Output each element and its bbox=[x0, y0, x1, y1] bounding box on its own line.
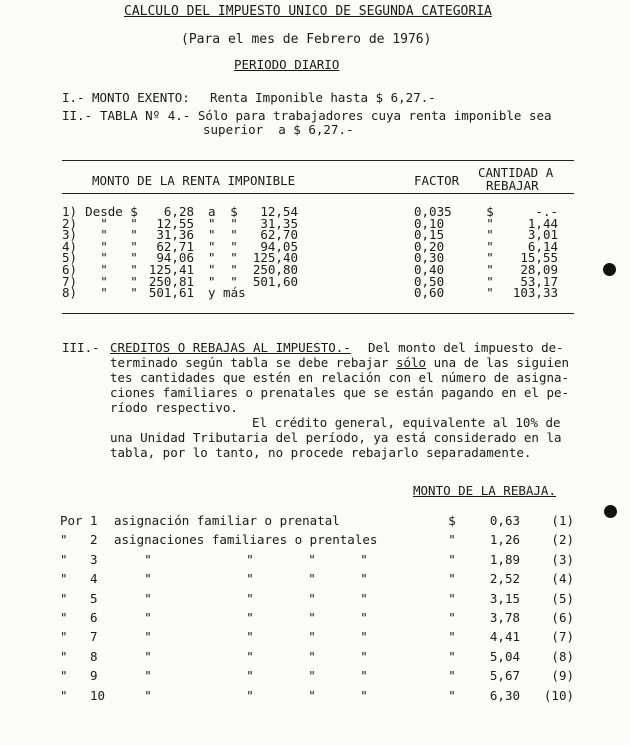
rebaja-row-ditto-2: " bbox=[246, 629, 254, 645]
tax-row-from: 125,41 bbox=[148, 262, 194, 277]
tax-row-desde: " bbox=[100, 215, 108, 231]
tax-row-rebajar: 103,33 bbox=[512, 285, 558, 301]
rebaja-row-count: 6 bbox=[90, 610, 98, 625]
section-3-heading: CREDITOS O REBAJAS AL IMPUESTO.- bbox=[110, 340, 351, 355]
tax-row-currency-from: " bbox=[130, 227, 138, 243]
table-header-cantidad-1: CANTIDAD A bbox=[478, 165, 554, 180]
rebaja-row-ditto-2: " bbox=[246, 551, 254, 567]
section-1-text: Renta Imponible hasta $ 6,27.- bbox=[210, 90, 436, 105]
rebaja-row-por: " bbox=[60, 687, 68, 703]
tax-row-number: 5) bbox=[62, 250, 78, 266]
rebaja-row-ditto-4: " bbox=[360, 551, 368, 567]
table-header-rule bbox=[62, 193, 574, 194]
tax-row-currency-rebajar: " bbox=[486, 227, 494, 243]
rebaja-row-currency: " bbox=[448, 629, 456, 645]
rebaja-row-amount: 4,41 bbox=[489, 629, 520, 645]
rebaja-row-count: 1 bbox=[90, 513, 98, 528]
tax-row-rebajar: 6,14 bbox=[527, 238, 558, 254]
tax-row-desde: " bbox=[100, 238, 108, 254]
rebaja-row-amount: 1,26 bbox=[489, 532, 520, 548]
rebaja-row-ditto-1: " bbox=[144, 610, 152, 625]
section-3-line-2 bbox=[110, 356, 569, 370]
table-header-monto: MONTO DE LA RENTA IMPONIBLE bbox=[92, 173, 296, 188]
section-2-number: II.- bbox=[62, 108, 93, 123]
rebaja-row-amount: 2,52 bbox=[489, 571, 520, 587]
tax-row-factor: 0,50 bbox=[414, 273, 445, 289]
tax-row-from: 31,36 bbox=[156, 227, 194, 243]
tax-row-rebajar: 3,01 bbox=[527, 227, 558, 243]
tax-row-currency-rebajar: " bbox=[486, 262, 494, 277]
tax-row-connector: " bbox=[208, 227, 216, 243]
tax-row-connector: " bbox=[208, 262, 216, 277]
rebaja-row-ditto-4: " bbox=[360, 648, 368, 664]
tax-row-currency-rebajar: " bbox=[486, 238, 494, 254]
tax-row-connector: " bbox=[208, 238, 216, 254]
rebaja-row-count: 7 bbox=[90, 629, 98, 645]
rebaja-row-count: 5 bbox=[90, 590, 98, 606]
rebaja-row-count: 10 bbox=[90, 687, 106, 703]
tax-row-to: 125,40 bbox=[252, 250, 298, 266]
tax-row-from: 6,28 bbox=[163, 204, 194, 219]
section-3-emphasis: sólo bbox=[395, 355, 427, 370]
rebaja-row-ditto-2: " bbox=[246, 668, 254, 684]
tax-row-currency-from: " bbox=[130, 273, 138, 289]
rebaja-row-amount: 5,67 bbox=[489, 668, 520, 684]
rebaja-row-ditto-1: " bbox=[144, 571, 152, 587]
subtitle: (Para el mes de Febrero de 1976) bbox=[181, 32, 432, 47]
tax-row-connector: " bbox=[208, 250, 216, 266]
section-3-para-2-line-3: tabla, por lo tanto, no procede rebajarlo separadamente. bbox=[110, 445, 532, 460]
tax-row-factor: 0,20 bbox=[414, 238, 445, 254]
tax-row-currency-from: " bbox=[130, 262, 138, 277]
tax-row-desde: " bbox=[100, 273, 108, 289]
tax-row-to: 94,05 bbox=[260, 238, 298, 254]
rebaja-row-ditto-3: " bbox=[308, 590, 316, 606]
tax-row-currency-to: " bbox=[230, 238, 238, 254]
section-3-para-2-line-1: El crédito general, equivalente al 10% de bbox=[252, 415, 561, 430]
tax-row-to: 250,80 bbox=[252, 262, 298, 277]
rebaja-row-reference: (10) bbox=[543, 687, 574, 703]
rebaja-row-currency: " bbox=[448, 668, 456, 684]
tax-row-to: 31,35 bbox=[260, 215, 298, 231]
section-3-line-3: tes cantidades que estén en relación con el número de asigna- bbox=[110, 370, 570, 385]
tax-row-desde: " bbox=[100, 250, 108, 266]
rebaja-row-por: " bbox=[60, 532, 68, 548]
tax-row-number: 8) bbox=[62, 285, 78, 301]
tax-row-currency-from: $ bbox=[130, 204, 138, 219]
rebaja-row-currency: " bbox=[448, 551, 456, 567]
rebaja-row-ditto-3: " bbox=[308, 687, 316, 703]
tax-row-currency-rebajar: " bbox=[486, 285, 494, 301]
table-bottom-rule bbox=[62, 313, 574, 314]
tax-row-desde: " bbox=[100, 285, 108, 301]
tax-row-rebajar: 1,44 bbox=[527, 215, 558, 231]
rebaja-row-count: 8 bbox=[90, 648, 98, 664]
rebaja-row-amount: 0,63 bbox=[489, 513, 520, 528]
rebaja-row-ditto-4: " bbox=[360, 610, 368, 625]
rebaja-row-ditto-2: " bbox=[246, 648, 254, 664]
rebaja-row-ditto-3: " bbox=[308, 551, 316, 567]
rebaja-row-amount: 6,30 bbox=[489, 687, 520, 703]
rebaja-row-currency: $ bbox=[448, 513, 456, 528]
rebaja-row-ditto-1: " bbox=[144, 629, 152, 645]
rebaja-row-currency: " bbox=[448, 590, 456, 606]
rebaja-row-por: " bbox=[60, 551, 68, 567]
rebaja-row-por: " bbox=[60, 668, 68, 684]
table-top-rule bbox=[62, 160, 574, 161]
tax-row-connector: " bbox=[208, 215, 216, 231]
tax-row-connector: " bbox=[208, 273, 216, 289]
rebaja-row-count: 2 bbox=[90, 532, 98, 548]
tax-row-desde: " bbox=[100, 262, 108, 277]
tax-row-currency-to: " bbox=[230, 262, 238, 277]
section-3-number: III.- bbox=[62, 340, 100, 355]
rebaja-row-count: 3 bbox=[90, 551, 98, 567]
rebaja-row-amount: 3,78 bbox=[489, 610, 520, 625]
tax-row-number: 4) bbox=[62, 238, 78, 254]
tax-row-currency-from: " bbox=[130, 215, 138, 231]
tax-row-number: 3) bbox=[62, 227, 78, 243]
tax-row-from: 250,81 bbox=[148, 273, 194, 289]
tax-row-currency-rebajar: $ bbox=[486, 204, 494, 219]
rebaja-row-ditto-1: " bbox=[144, 687, 152, 703]
rebaja-row-por: " bbox=[60, 629, 68, 645]
rebaja-row-currency: " bbox=[448, 532, 456, 548]
rebaja-row-count: 9 bbox=[90, 668, 98, 684]
rebaja-row-por: " bbox=[60, 648, 68, 664]
rebaja-row-ditto-2: " bbox=[246, 610, 254, 625]
tax-row-currency-to: " bbox=[230, 227, 238, 243]
rebaja-row-ditto-2: " bbox=[246, 590, 254, 606]
rebaja-row-ditto-1: " bbox=[144, 551, 152, 567]
tax-row-factor: 0,10 bbox=[414, 215, 445, 231]
table-header-factor: FACTOR bbox=[414, 173, 460, 188]
tax-row-currency-rebajar: " bbox=[486, 250, 494, 266]
tax-row-currency-to: " bbox=[230, 273, 238, 289]
tax-row-from: 62,71 bbox=[156, 238, 194, 254]
rebaja-row-reference: (7) bbox=[551, 629, 574, 645]
tax-row-currency-to: " bbox=[230, 250, 238, 266]
period-heading: PERIODO DIARIO bbox=[234, 57, 340, 72]
rebaja-row-description: asignación familiar o prenatal bbox=[114, 513, 340, 528]
tax-row-currency-from: " bbox=[130, 238, 138, 254]
section-3-line-1: Del monto del impuesto de- bbox=[368, 340, 564, 355]
section-1-label: MONTO EXENTO: bbox=[92, 90, 190, 105]
tax-row-factor: 0,60 bbox=[414, 285, 445, 301]
section-3-line-2-c: una de las siguien bbox=[426, 355, 570, 370]
tax-row-number: 7) bbox=[62, 273, 78, 289]
rebaja-row-ditto-3: " bbox=[308, 648, 316, 664]
rebaja-row-ditto-4: " bbox=[360, 571, 368, 587]
rebaja-row-ditto-4: " bbox=[360, 668, 368, 684]
rebaja-row-por: Por bbox=[60, 513, 83, 528]
tax-row-currency-to: $ bbox=[230, 204, 238, 219]
rebaja-row-ditto-3: " bbox=[308, 610, 316, 625]
section-3-para-2-line-2: una Unidad Tributaria del período, ya está considerado en la bbox=[110, 430, 562, 445]
tax-row-rebajar: 53,17 bbox=[520, 273, 558, 289]
tax-row-from: 12,55 bbox=[156, 215, 194, 231]
tax-row-currency-rebajar: " bbox=[486, 215, 494, 231]
rebaja-row-ditto-2: " bbox=[246, 571, 254, 587]
tax-row-factor: 0,40 bbox=[414, 262, 445, 277]
rebaja-row-amount: 1,89 bbox=[489, 551, 520, 567]
tax-row-currency-to: " bbox=[230, 215, 238, 231]
tax-row-number: 2) bbox=[62, 215, 78, 231]
tax-row-factor: 0,035 bbox=[414, 204, 452, 219]
tax-row-rebajar: 15,55 bbox=[520, 250, 558, 266]
rebaja-header: MONTO DE LA REBAJA. bbox=[413, 483, 556, 498]
tax-row-to: 12,54 bbox=[260, 204, 298, 219]
rebaja-row-ditto-1: " bbox=[144, 648, 152, 664]
tax-row-currency-from: " bbox=[130, 285, 138, 301]
rebaja-row-ditto-1: " bbox=[144, 590, 152, 606]
rebaja-row-currency: " bbox=[448, 687, 456, 703]
rebaja-row-reference: (9) bbox=[551, 668, 574, 684]
tax-row-factor: 0,15 bbox=[414, 227, 445, 243]
tax-row-rebajar: 28,09 bbox=[520, 262, 558, 277]
rebaja-row-ditto-3: " bbox=[308, 571, 316, 587]
tax-row-factor: 0,30 bbox=[414, 250, 445, 266]
section-3-line-4: ciones familiares o prenatales que se están pagando en el pe- bbox=[110, 385, 570, 400]
rebaja-row-currency: " bbox=[448, 571, 456, 587]
page-title: CALCULO DEL IMPUESTO UNICO DE SEGUNDA CATEGORIA bbox=[124, 4, 492, 19]
section-2-line-2: superior a $ 6,27.- bbox=[203, 122, 354, 137]
section-1-number: I.- bbox=[62, 90, 85, 105]
rebaja-row-ditto-2: " bbox=[246, 687, 254, 703]
section-3-line-2-a: terminado según tabla se debe rebajar bbox=[110, 355, 396, 370]
tax-row-number: 6) bbox=[62, 262, 78, 277]
rebaja-row-por: " bbox=[60, 571, 68, 587]
tax-row-connector: a bbox=[208, 204, 216, 219]
tax-row-rebajar: -.- bbox=[535, 204, 558, 219]
rebaja-row-currency: " bbox=[448, 610, 456, 625]
table-header-cantidad-2: REBAJAR bbox=[486, 178, 539, 193]
punch-hole-lower bbox=[604, 505, 617, 518]
rebaja-row-ditto-3: " bbox=[308, 629, 316, 645]
tax-row-connector: y más bbox=[208, 285, 246, 301]
tax-row-currency-from: " bbox=[130, 250, 138, 266]
rebaja-row-reference: (4) bbox=[551, 571, 574, 587]
rebaja-row-ditto-4: " bbox=[360, 687, 368, 703]
rebaja-row-amount: 3,15 bbox=[489, 590, 520, 606]
rebaja-row-ditto-4: " bbox=[360, 629, 368, 645]
rebaja-row-ditto-1: " bbox=[144, 668, 152, 684]
rebaja-row-ditto-3: " bbox=[308, 668, 316, 684]
tax-row-from: 94,06 bbox=[156, 250, 194, 266]
section-3-line-5: ríodo respectivo. bbox=[110, 400, 238, 415]
rebaja-row-count: 4 bbox=[90, 571, 98, 587]
tax-row-desde: Desde bbox=[85, 204, 123, 219]
rebaja-row-reference: (5) bbox=[551, 590, 574, 606]
rebaja-row-description: asignaciones familiares o prentales bbox=[114, 532, 378, 548]
tax-row-to: 501,60 bbox=[252, 273, 298, 289]
rebaja-row-reference: (2) bbox=[551, 532, 574, 548]
rebaja-row-reference: (3) bbox=[551, 551, 574, 567]
tax-row-currency-rebajar: " bbox=[486, 273, 494, 289]
rebaja-row-reference: (1) bbox=[551, 513, 574, 528]
tax-row-to: 62,70 bbox=[260, 227, 298, 243]
rebaja-row-reference: (8) bbox=[551, 648, 574, 664]
punch-hole-upper bbox=[603, 263, 616, 276]
tax-row-from: 501,61 bbox=[148, 285, 194, 301]
rebaja-row-amount: 5,04 bbox=[489, 648, 520, 664]
tax-row-number: 1) bbox=[62, 204, 78, 219]
rebaja-row-por: " bbox=[60, 610, 68, 625]
rebaja-row-reference: (6) bbox=[551, 610, 574, 625]
rebaja-row-currency: " bbox=[448, 648, 456, 664]
tax-row-desde: " bbox=[100, 227, 108, 243]
rebaja-row-por: " bbox=[60, 590, 68, 606]
section-2-line-1: TABLA Nº 4.- Sólo para trabajadores cuya renta imponible sea bbox=[100, 108, 552, 123]
rebaja-row-ditto-4: " bbox=[360, 590, 368, 606]
